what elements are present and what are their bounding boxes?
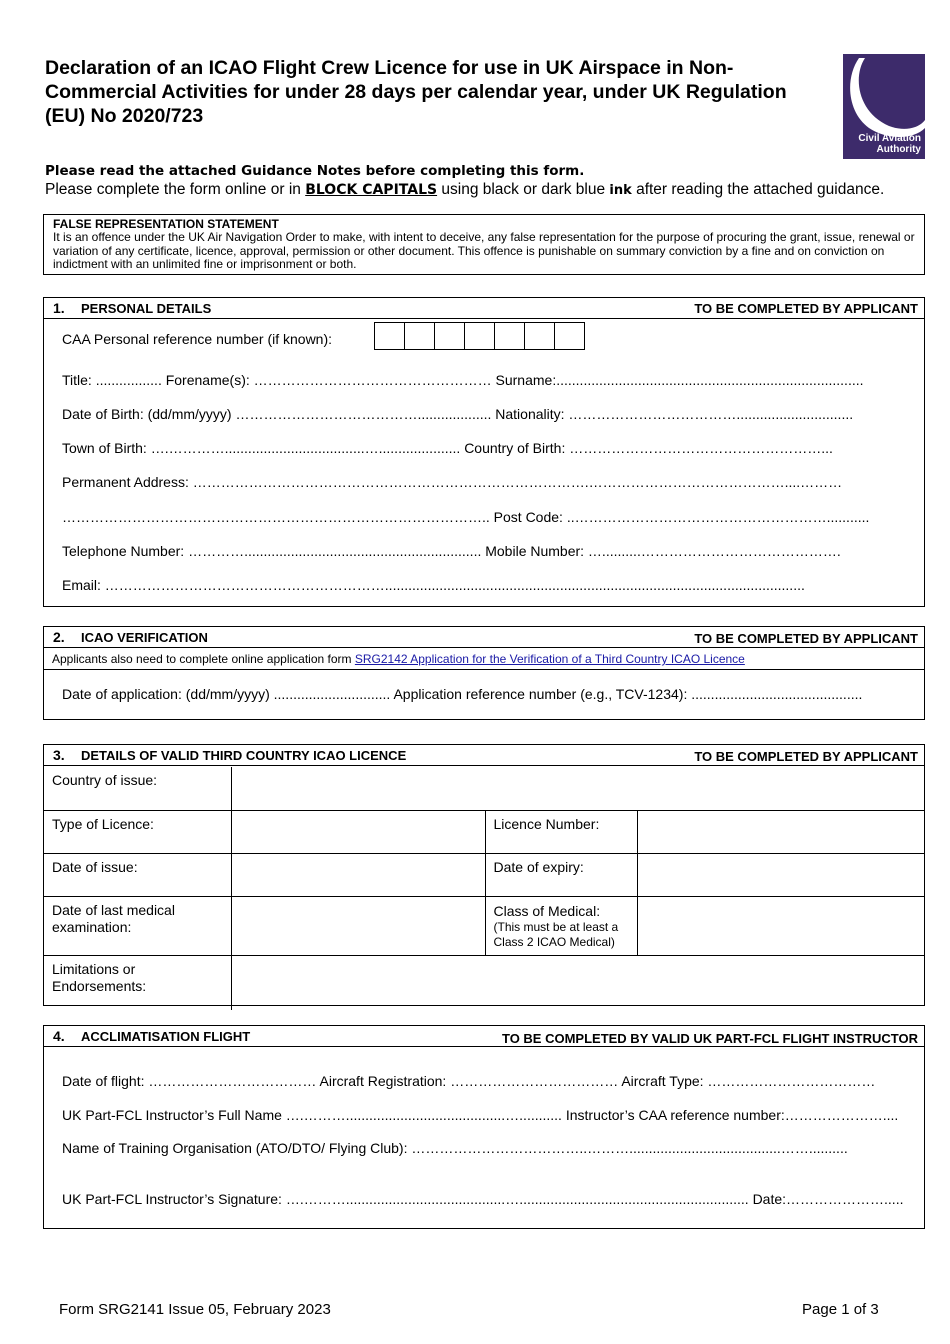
section-completer: TO BE COMPLETED BY APPLICANT bbox=[694, 749, 918, 764]
class-of-medical-label: Class of Medical: bbox=[493, 902, 601, 919]
section-header bbox=[44, 745, 924, 766]
date-of-expiry-label: Date of expiry: bbox=[485, 853, 637, 896]
section-name: ICAO VERIFICATION bbox=[81, 630, 208, 645]
completion-instruction bbox=[45, 181, 884, 199]
false-representation-box bbox=[43, 214, 925, 275]
class-of-medical-cell bbox=[485, 896, 637, 955]
class-of-medical-note: (This must be at least a Class 2 ICAO Medical) bbox=[493, 919, 619, 949]
flight-details-line[interactable]: Date of flight: ……………………………… Aircraft Registration: ……………………………… Aircraft Type: ……………………………… bbox=[62, 1073, 876, 1089]
class-of-medical-field[interactable] bbox=[637, 896, 924, 955]
table-row bbox=[44, 955, 924, 1010]
caa-logo bbox=[843, 54, 925, 159]
instruction-middle: using black or dark blue bbox=[437, 181, 610, 198]
guidance-read-note: Please read the attached Guidance Notes before completing this form. bbox=[45, 163, 585, 179]
false-representation-heading: FALSE REPRESENTATION STATEMENT bbox=[53, 217, 279, 231]
name-fields-line[interactable]: Title: ................. Forename(s): …………………………………………… Surname:............................................................................... bbox=[62, 372, 864, 388]
limitations-label: Limitations or Endorsements: bbox=[44, 955, 231, 1010]
caa-ref-label: CAA Personal reference number (if known): bbox=[62, 331, 333, 347]
section-name: DETAILS OF VALID THIRD COUNTRY ICAO LICENCE bbox=[81, 748, 407, 763]
false-representation-body: It is an offence under the UK Air Navigation Order to make, with intent to deceive, any false representation for the purpose of procuring the grant, issue, renewal or variation of any certificate, licence, approval, permission or other document. This offence is punishable on summary conviction by a fine and on conviction on indictment with an unlimited fine or imprisonment or both. bbox=[53, 230, 915, 272]
section-personal-details bbox=[43, 297, 925, 607]
table-row bbox=[44, 810, 924, 853]
verification-note bbox=[44, 649, 924, 670]
ref-digit-box[interactable] bbox=[494, 322, 525, 350]
caa-ref-boxes bbox=[375, 322, 585, 350]
type-of-licence-field[interactable] bbox=[231, 810, 485, 853]
section-licence-details bbox=[43, 744, 925, 1006]
form-identifier: Form SRG2141 Issue 05, February 2023 bbox=[59, 1301, 331, 1318]
signature-line[interactable]: UK Part-FCL Instructor’s Signature: ….……….........................................…........................................................... Date:…………………..... bbox=[62, 1191, 904, 1207]
licence-table bbox=[44, 767, 924, 1010]
section-icao-verification bbox=[43, 626, 925, 720]
address-line[interactable]: Permanent Address: ………………………………………………………………………….……………………………………....……… bbox=[62, 474, 843, 490]
section-header bbox=[44, 1026, 924, 1047]
form-title: Declaration of an ICAO Flight Crew Licence for use in UK Airspace in Non-Commercial Activities for under 28 days per calendar year, under UK Regulation (EU) No 2020/723 bbox=[45, 57, 787, 127]
section-number: 4. bbox=[53, 1028, 65, 1044]
country-of-issue-label: Country of issue: bbox=[44, 767, 231, 810]
section-completer: TO BE COMPLETED BY APPLICANT bbox=[694, 631, 918, 646]
ref-digit-box[interactable] bbox=[464, 322, 495, 350]
section-header bbox=[44, 298, 924, 319]
licence-number-label: Licence Number: bbox=[485, 810, 637, 853]
licence-number-field[interactable] bbox=[637, 810, 924, 853]
logo-text-line-2: Authority bbox=[876, 144, 921, 155]
postcode-line[interactable]: ……………………………………………………………………………….. Post Code: ..………………………………………………........... bbox=[62, 509, 870, 525]
block-capitals-text: BLOCK CAPITALS bbox=[305, 182, 438, 198]
type-of-licence-label: Type of Licence: bbox=[44, 810, 231, 853]
dob-nationality-line[interactable]: Date of Birth: (dd/mm/yyyy) …………………………………................... Nationality: ……………………………….............................. bbox=[62, 406, 854, 422]
instruction-suffix: after reading the attached guidance. bbox=[631, 181, 885, 198]
logo-text bbox=[858, 133, 921, 155]
section-number: 3. bbox=[53, 747, 65, 763]
ink-text: ink bbox=[609, 183, 632, 198]
limitations-field[interactable] bbox=[231, 955, 924, 1010]
verification-note-prefix: Applicants also need to complete online application form bbox=[52, 652, 355, 666]
birthplace-line[interactable]: Town of Birth: ….…………....................................…..................... Country of Birth: ………………………………………………... bbox=[62, 440, 833, 456]
section-completer: TO BE COMPLETED BY VALID UK PART-FCL FLIGHT INSTRUCTOR bbox=[501, 1031, 918, 1046]
phone-line[interactable]: Telephone Number: …………............................................................. Mobile Number: …..........……………………………………. bbox=[62, 543, 841, 559]
instruction-prefix: Please complete the form online or in bbox=[45, 181, 306, 198]
page-number: Page 1 of 3 bbox=[802, 1301, 879, 1318]
table-row bbox=[44, 896, 924, 955]
table-row bbox=[44, 767, 924, 810]
instructor-line[interactable]: UK Part-FCL Instructor’s Full Name ….……….........................................…........... Instructor’s CAA reference number:………………….... bbox=[62, 1107, 899, 1123]
application-line[interactable]: Date of application: (dd/mm/yyyy) .............................. Application reference number (e.g., TCV-1234): ............................................ bbox=[62, 686, 863, 702]
ref-digit-box[interactable] bbox=[404, 322, 435, 350]
ref-digit-box[interactable] bbox=[554, 322, 585, 350]
date-of-issue-field[interactable] bbox=[231, 853, 485, 896]
logo-text-line-1: Civil Aviation bbox=[858, 133, 921, 144]
training-org-line[interactable]: Name of Training Organisation (ATO/DTO/ Flying Club): ………………………………..……….......................................…….......... bbox=[62, 1140, 848, 1156]
ref-digit-box[interactable] bbox=[434, 322, 465, 350]
date-of-expiry-field[interactable] bbox=[637, 853, 924, 896]
section-header bbox=[44, 627, 924, 648]
srg2142-link[interactable]: SRG2142 Application for the Verification of a Third Country ICAO Licence bbox=[354, 652, 745, 666]
section-number: 2. bbox=[53, 629, 65, 645]
section-acclimatisation-flight bbox=[43, 1025, 925, 1229]
section-number: 1. bbox=[53, 300, 65, 316]
last-medical-label: Date of last medical examination: bbox=[44, 896, 231, 955]
section-name: PERSONAL DETAILS bbox=[81, 301, 212, 316]
country-of-issue-field[interactable] bbox=[231, 767, 924, 810]
table-row bbox=[44, 853, 924, 896]
section-completer: TO BE COMPLETED BY APPLICANT bbox=[694, 301, 918, 316]
section-name: ACCLIMATISATION FLIGHT bbox=[81, 1029, 251, 1044]
date-of-issue-label: Date of issue: bbox=[44, 853, 231, 896]
last-medical-field[interactable] bbox=[231, 896, 485, 955]
ref-digit-box[interactable] bbox=[374, 322, 405, 350]
ref-digit-box[interactable] bbox=[524, 322, 555, 350]
email-line[interactable]: Email: ……………………………………………………............................................................................................................ bbox=[62, 577, 805, 593]
